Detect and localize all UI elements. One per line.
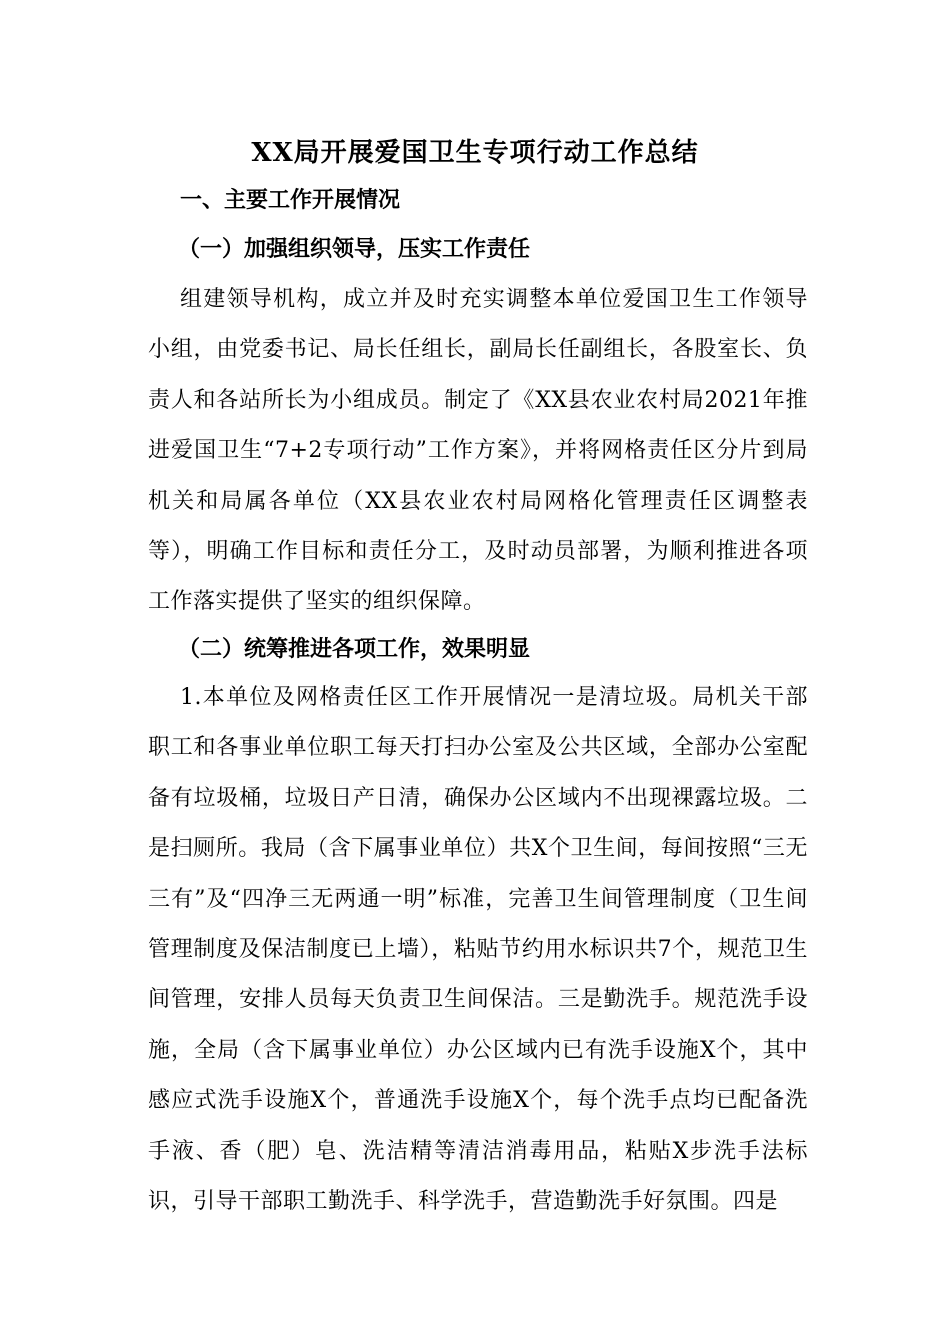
document-title: XX局开展爱国卫生专项行动工作总结 — [251, 138, 699, 168]
section-heading: 一、主要工作开展情况 — [180, 187, 401, 213]
paragraph-2: 1.本单位及网格责任区工作开展情况一是清垃圾。局机关干部职工和各事业单位职工每天打扫办公室及公共区域，全部办公室配备有垃圾桶，垃圾日产日清，确保办公区域内不出现裸露垃圾。二是扫厕所。我局（含下属事业单位）共X个卫生间，每间按照“三无三有”及“四净三无两通一明”标准，完善卫生间管理制度（卫生间管理制度及保洁制度已上墙），粘贴节约用水标识共7个，规范卫生间管理，安排人员每天负责卫生间保洁。三是勤洗手。规范洗手设施，全局（含下属事业单位）办公区域内已有洗手设施X个，其中感应式洗手设施X个，普通洗手设施X个，每个洗手点均已配备洗手液、香（肥）皂、洗洁精等清洁消毒用品，粘贴X步洗手法标识，引导干部职工勤洗手、科学洗手，营造勤洗手好氛围。四是 — [148, 685, 808, 1215]
subsection-heading-2: （二）统筹推进各项工作，效果明显 — [178, 636, 531, 662]
subsection-heading-1: （一）加强组织领导，压实工作责任 — [178, 236, 531, 262]
paragraph-1: 组建领导机构，成立并及时充实调整本单位爱国卫生工作领导小组，由党委书记、局长任组长，副局长任副组长，各股室长、负责人和各站所长为小组成员。制定了《XX县农业农村局2021年推进爱国卫生“7+2专项行动”工作方案》，并将网格责任区分片到局机关和局属各单位（XX县农业农村局网格化管理责任区调整表等），明确工作目标和责任分工，及时动员部署，为顺利推进各项工作落实提供了坚实的组织保障。 — [148, 287, 808, 615]
